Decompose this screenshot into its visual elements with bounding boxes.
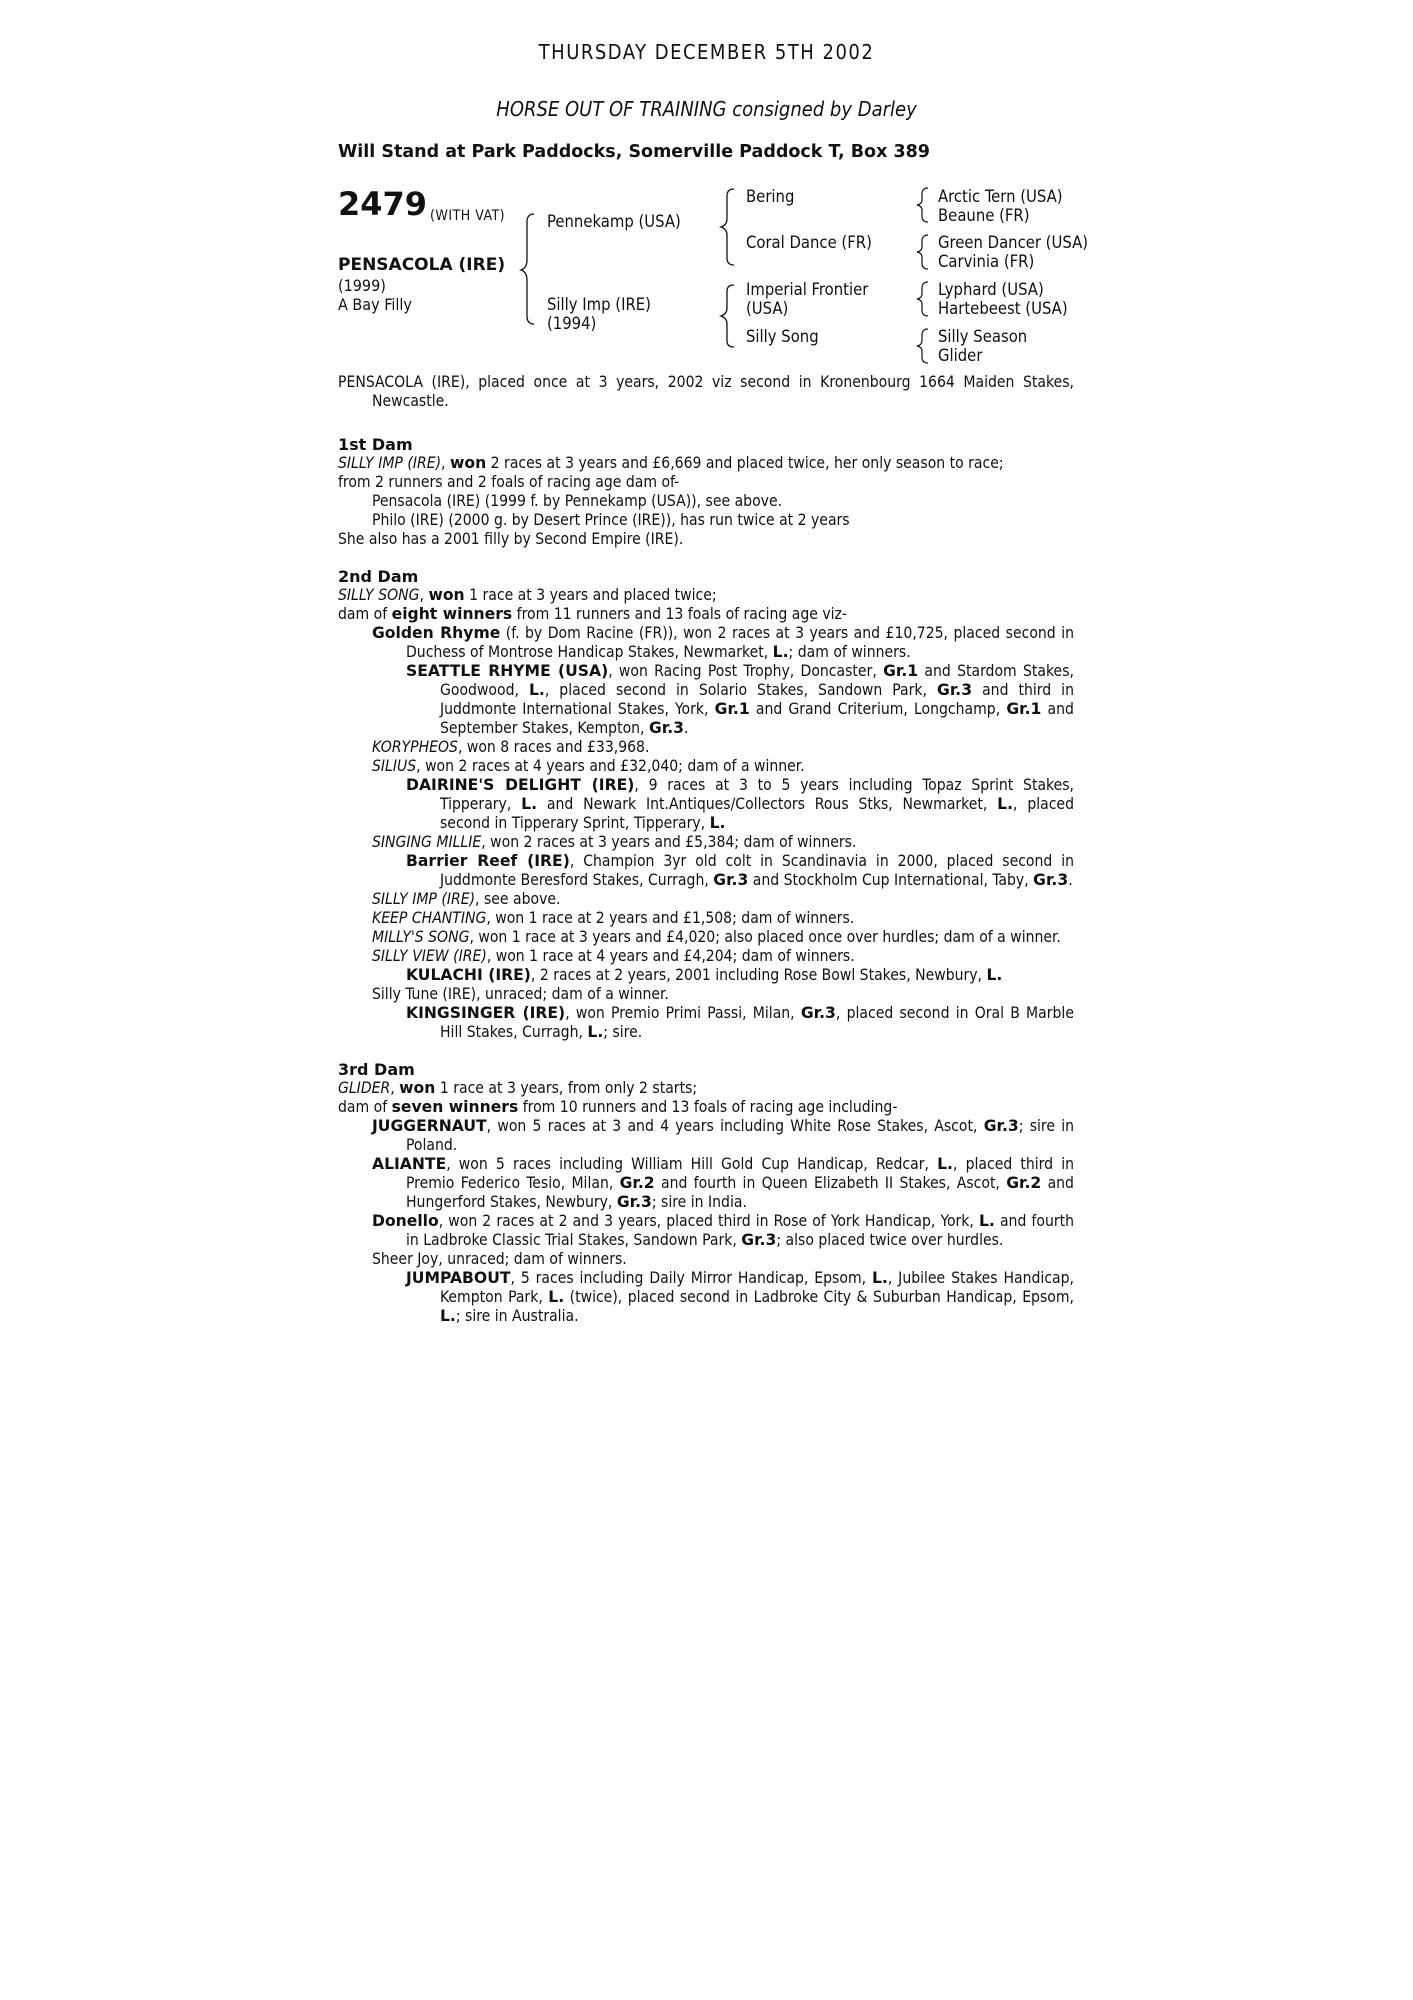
pedigree-dam-sire: Imperial Frontier (746, 280, 869, 299)
pedigree-bracket-coral-dance (916, 233, 932, 271)
first-dam-heading: 1st Dam (338, 435, 413, 454)
pedigree-sire-dam: Coral Dance (FR) (746, 233, 872, 252)
produce-entry: SILLY IMP (IRE), see above. (372, 890, 561, 908)
produce-entry: Golden Rhyme (f. by Dom Racine (FR)), won 2 races at 3 years and £10,725, placed second in Duchess of Montrose Handicap Stakes, Newmarket, L.; dam of winners. (372, 624, 1074, 661)
lot-number: 2479 (338, 185, 428, 223)
pedigree-dam-dam: Silly Song (746, 327, 819, 346)
produce-entry: SEATTLE RHYME (USA), won Racing Post Trophy, Doncaster, Gr.1 and Stardom Stakes, Goodwood, L., placed second in Solario Stakes, Sandown Park, Gr.3 and third in Juddmonte International Stakes, York, Gr.1 and Grand Criterium, Longchamp, Gr.1 and September Stakes, Kempton, Gr.3. (406, 662, 1074, 737)
pedigree-dam-sire-suffix: (USA) (746, 299, 789, 318)
won-label: won (449, 454, 487, 472)
third-dam-produce: dam of seven winners from 10 runners and 13 foals of racing age including- (338, 1098, 898, 1116)
pedigree-sds: Green Dancer (USA) (938, 233, 1089, 252)
produce-entry: Barrier Reef (IRE), Champion 3yr old colt in Scandinavia in 2000, placed second in Juddmonte Beresford Stakes, Curragh, Gr.3 and Stockholm Cup International, Taby, Gr.3. (406, 852, 1074, 889)
produce-entry: SILIUS, won 2 races at 4 years and £32,040; dam of a winner. (372, 757, 805, 775)
produce-entry: MILLY'S SONG, won 1 race at 3 years and £4,020; also placed once over hurdles; dam of a winner. (372, 928, 1061, 946)
produce-entry: Donello, won 2 races at 2 and 3 years, placed third in Rose of York Handicap, York, L. and fourth in Ladbroke Classic Trial Stakes, Sandown Park, Gr.3; also placed twice over hurdles. (372, 1212, 1074, 1249)
produce-entry: ALIANTE, won 5 races including William Hill Gold Cup Handicap, Redcar, L., placed third in Premio Federico Tesio, Milan, Gr.2 and fourth in Queen Elizabeth II Stakes, Ascot, Gr.2 and Hungerford Stakes, Newbury, Gr.3; sire in India. (372, 1155, 1074, 1211)
first-dam-foal: Pensacola (IRE) (1999 f. by Pennekamp (USA)), see above. (372, 492, 783, 510)
consignment-line: HORSE OUT OF TRAINING consigned by Darley (496, 97, 917, 121)
pedigree-ssd: Beaune (FR) (938, 206, 1030, 225)
second-dam-heading: 2nd Dam (338, 567, 419, 586)
pedigree-bracket-dam (720, 282, 740, 350)
pedigree-bracket-imperial-frontier (916, 280, 932, 318)
horse-year: (1999) (338, 276, 386, 295)
produce-entry: SINGING MILLIE, won 2 races at 3 years and £5,384; dam of winners. (372, 833, 857, 851)
second-dam-produce: dam of eight winners from 11 runners and 13 foals of racing age viz- (338, 605, 847, 623)
horse-name: PENSACOLA (IRE) (338, 255, 506, 275)
produce-entry: DAIRINE'S DELIGHT (IRE), 9 races at 3 to 5 years including Topaz Sprint Stakes, Tipperary, L. and Newark Int.Antiques/Collectors Rous Stks, Newmarket, L., placed second in Tipperary Sprint, Tipperary, L. (406, 776, 1075, 832)
produce-entry: KULACHI (IRE), 2 races at 2 years, 2001 including Rose Bowl Stakes, Newbury, L. (406, 966, 1003, 984)
pedigree-bracket-silly-song (916, 327, 932, 365)
pedigree-bracket-bering (916, 186, 932, 224)
first-dam-produce-intro: from 2 runners and 2 foals of racing age dam of- (338, 473, 680, 491)
second-dam-name: SILLY SONG (338, 586, 420, 604)
produce-entry: Silly Tune (IRE), unraced; dam of a winner. (372, 985, 669, 1003)
produce-entry: KEEP CHANTING, won 1 race at 2 years and £1,508; dam of winners. (372, 909, 855, 927)
pedigree-sire: Pennekamp (USA) (547, 212, 681, 231)
produce-entry: Sheer Joy, unraced; dam of winners. (372, 1250, 627, 1268)
horse-description: A Bay Filly (338, 295, 412, 314)
pedigree-dsd: Hartebeest (USA) (938, 299, 1068, 318)
produce-entry: JUGGERNAUT, won 5 races at 3 and 4 years including White Rose Stakes, Ascot, Gr.3; sire in Poland. (372, 1117, 1074, 1154)
won-label: won (428, 586, 465, 604)
pedigree-bracket-sire (720, 186, 740, 268)
won-label: won (399, 1079, 436, 1097)
first-dam-summary: 2 races at 3 years and £6,669 and placed twice, her only season to race; (490, 454, 1004, 472)
pedigree-ddd: Glider (938, 346, 983, 365)
pedigree-dds: Silly Season (938, 327, 1028, 346)
second-dam-summary: 1 race at 3 years and placed twice; (469, 586, 717, 604)
first-dam-foal: Philo (IRE) (2000 g. by Desert Prince (IRE)), has run twice at 2 years (372, 511, 850, 529)
pedigree-dam-year: (1994) (547, 314, 597, 333)
horse-summary: PENSACOLA (IRE), placed once at 3 years, 2002 viz second in Kronenbourg 1664 Maiden Stakes, Newcastle. (338, 373, 1074, 410)
third-dam-name: GLIDER (338, 1079, 391, 1097)
pedigree-sdd: Carvinia (FR) (938, 252, 1035, 271)
sale-date: THURSDAY DECEMBER 5TH 2002 (538, 40, 875, 64)
produce-entry: KINGSINGER (IRE), won Premio Primi Passi, Milan, Gr.3, placed second in Oral B Marble Hill Stakes, Curragh, L.; sire. (406, 1004, 1074, 1041)
second-dam-record: SILLY SONG, won 1 race at 3 years and placed twice; (338, 586, 717, 604)
third-dam-summary: 1 race at 3 years, from only 2 starts; (439, 1079, 698, 1097)
stand-location: Will Stand at Park Paddocks, Somerville Paddock T, Box 389 (338, 142, 930, 162)
first-dam-record: SILLY IMP (IRE), won 2 races at 3 years and £6,669 and placed twice, her only season to race; (338, 454, 1004, 472)
pedigree-dam: Silly Imp (IRE) (547, 295, 651, 314)
produce-entry: SILLY VIEW (IRE), won 1 race at 4 years and £4,204; dam of winners. (372, 947, 855, 965)
third-dam-record: GLIDER, won 1 race at 3 years, from only 2 starts; (338, 1079, 698, 1097)
pedigree-dss: Lyphard (USA) (938, 280, 1044, 299)
first-dam-note: She also has a 2001 filly by Second Empire (IRE). (338, 530, 684, 548)
produce-entry: KORYPHEOS, won 8 races and £33,968. (372, 738, 650, 756)
catalogue-body (338, 373, 1074, 1326)
produce-entry: JUMPABOUT, 5 races including Daily Mirror Handicap, Epsom, L., Jubilee Stakes Handicap, Kempton Park, L. (twice), placed second in Ladbroke City & Suburban Handicap, Epsom, L.; sire in Australia. (406, 1269, 1074, 1325)
pedigree-sire-sire: Bering (746, 187, 795, 206)
pedigree-sss: Arctic Tern (USA) (938, 187, 1063, 206)
third-dam-heading: 3rd Dam (338, 1060, 415, 1079)
vat-note: (WITH VAT) (430, 208, 506, 224)
pedigree-bracket-main (520, 210, 540, 330)
first-dam-name: SILLY IMP (IRE) (338, 454, 442, 472)
